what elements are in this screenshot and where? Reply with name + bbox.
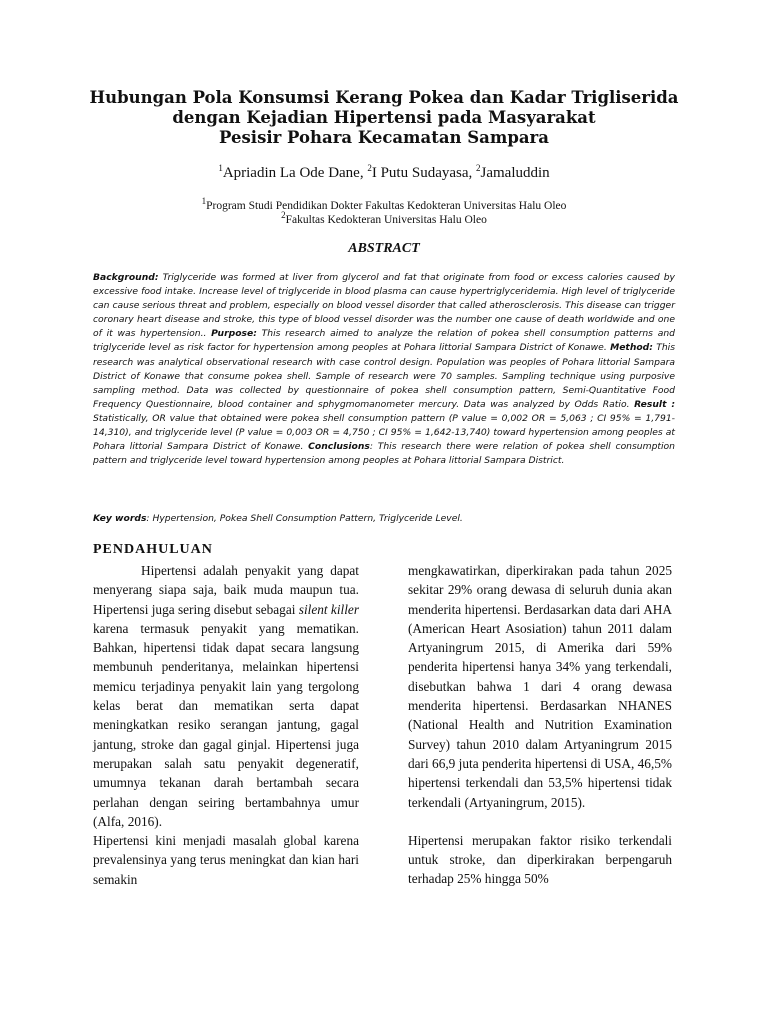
affiliation-1-mark: 1	[201, 196, 207, 207]
keywords-text: : Hypertension, Pokea Shell Consumption Pattern, Triglyceride Level.	[146, 513, 463, 524]
paper-title	[60, 88, 708, 148]
author-3-affil-mark: 2	[476, 163, 481, 173]
title-line-2: dengan Kejadian Hipertensi pada Masyarakat	[172, 108, 596, 127]
author-2-affil-mark: 2	[367, 163, 372, 173]
abstract-method-label: Method:	[610, 342, 653, 354]
abstract-method-text: This research was analytical observational research with case control design. Population was peoples of Pohara littorial Sampara District of Konawe that consume pokea shell. Sample of research were 70 samples. Sampling technique using purposive sampling method. Data was collected by questionnaire of pokea shell consumption pattern, Semi-Quantitative Food Frequency Questionnaire, blood container and sphygmomanometer mercury. Data was analyzed by Odds Ratio.	[93, 342, 676, 410]
author-1-affil-mark: 1	[218, 163, 223, 173]
paragraph-gap	[408, 812, 672, 831]
keywords	[93, 512, 675, 526]
abstract-result-text: Statistically, OR value that obtained were pokea shell consumption pattern (P value = 0,002 OR = 5,063 ; CI 95% = 1,791-14,310), and triglyceride level (P value = 0,003 OR = 4,750 ; CI 95% = 1,642-13,740) toward hypertension among peoples at Pohara littorial Sampara District of Konawe.	[93, 412, 675, 453]
left-paragraph-1-emphasis: silent killer	[298, 601, 359, 617]
abstract-purpose-label: Purpose:	[211, 328, 257, 340]
author-2: I Putu Sudayasa,	[371, 165, 477, 181]
abstract-purpose-text: This research aimed to analyze the relation of pokea shell consumption patterns and triglyceride level as risk factor for hypertension among peoples at Pohara littorial Sampara District of Konawe.	[93, 328, 675, 354]
left-paragraph-2: Hipertensi kini menjadi masalah global karena prevalensinya yang terus meningkat dan kian hari semakin	[93, 833, 359, 887]
author-list	[60, 163, 708, 183]
affiliation-1-text: Program Studi Pendidikan Dokter Fakultas Kedokteran Universitas Halu Oleo	[206, 200, 567, 212]
body-column-right	[408, 561, 672, 889]
abstract-heading: ABSTRACT	[348, 241, 420, 256]
right-paragraph-1: mengkawatirkan, diperkirakan pada tahun 2025 sekitar 29% orang dewasa di seluruh dunia akan menderita hipertensi. Berdasarkan data dari AHA (American Heart Asosiation) tahun 2011 dalam Artyaningrum 2015, di Amerika dari 59% penderita hipertensi hanya 34% yang terkendali, disebutkan bahwa 1 dari 4 orang dewasa menderita hipertensi. Berdasarkan NHANES (National Health and Nutrition Examination Survey) tahun 2010 dalam Artyaningrum 2015 dari 66,9 juta penderita hipertensi di USA, 46,5% hipertensi terkendali dan 53,5% hipertensi tidak terkendali (Artyaningrum, 2015).	[408, 563, 672, 810]
abstract-result-label: Result :	[634, 398, 675, 410]
left-paragraph-1-part-a: Hipertensi adalah penyakit yang dapat menyerang siapa saja, baik muda maupun tua. Hipertensi juga sering disebut sebagai	[93, 563, 359, 617]
left-paragraph-1	[93, 561, 359, 831]
title-line-3: Pesisir Pohara Kecamatan Sampara	[219, 128, 549, 147]
keywords-label: Key words	[93, 513, 147, 524]
affiliation-2	[60, 210, 708, 227]
affiliation-2-mark: 2	[281, 210, 286, 221]
abstract-conclusion-label: Conclusions	[308, 441, 370, 453]
abstract-background-label: Background:	[93, 272, 159, 283]
affiliation-1	[60, 196, 708, 213]
abstract-background-text: Triglyceride was formed at liver from glycerol and fat that originate from food or excess calories caused by excessive food intake. Increase level of triglyceride in blood plasma can cause hypertriglyceridemia. High level of triglyceride can cause serious threat and problem, especially on blood vessel disorder that called atherosclerosis. This disease can trigger coronary heart disease and stroke, this type of blood vessel disorder was the number one cause of death worldwide and one of it was hypertension..	[93, 272, 675, 340]
author-1: Apriadin La Ode Dane,	[222, 165, 368, 181]
left-paragraph-1-part-b: karena termasuk penyakit yang mematikan. Bahkan, hipertensi tidak dapat secara langsung membunuh penderitanya, melainkan hipertensi memicu terjadinya penyakit lain yang tergolong kelas berat dan mematikan serta dapat meningkatkan resiko serangan jantung, gagal jantung, stroke dan gagal ginjal. Hipertensi juga merupakan salah satu penyakit degeneratif, umumnya tekanan darah bertambah secara perlahan dengan seiring bertambahnya umur (Alfa, 2016).	[93, 620, 359, 829]
abstract-body	[93, 271, 675, 468]
abstract-conclusion-text: : This research there were relation of pokea shell consumption pattern and triglyceride level toward hypertension among peoples at Pohara littorial Sampara District.	[93, 441, 675, 467]
section-heading: PENDAHULUAN	[93, 542, 213, 557]
right-paragraph-2: Hipertensi merupakan faktor risiko terkendali untuk stroke, dan diperkirakan berpengaruh terhadap 25% hingga 50%	[408, 832, 672, 887]
affiliation-2-text: Fakultas Kedokteran Universitas Halu Oleo	[285, 214, 487, 226]
title-line-1: Hubungan Pola Konsumsi Kerang Pokea dan Kadar Trigliserida	[89, 88, 679, 107]
author-3: Jamaluddin	[480, 165, 550, 181]
body-column-left	[93, 561, 359, 889]
